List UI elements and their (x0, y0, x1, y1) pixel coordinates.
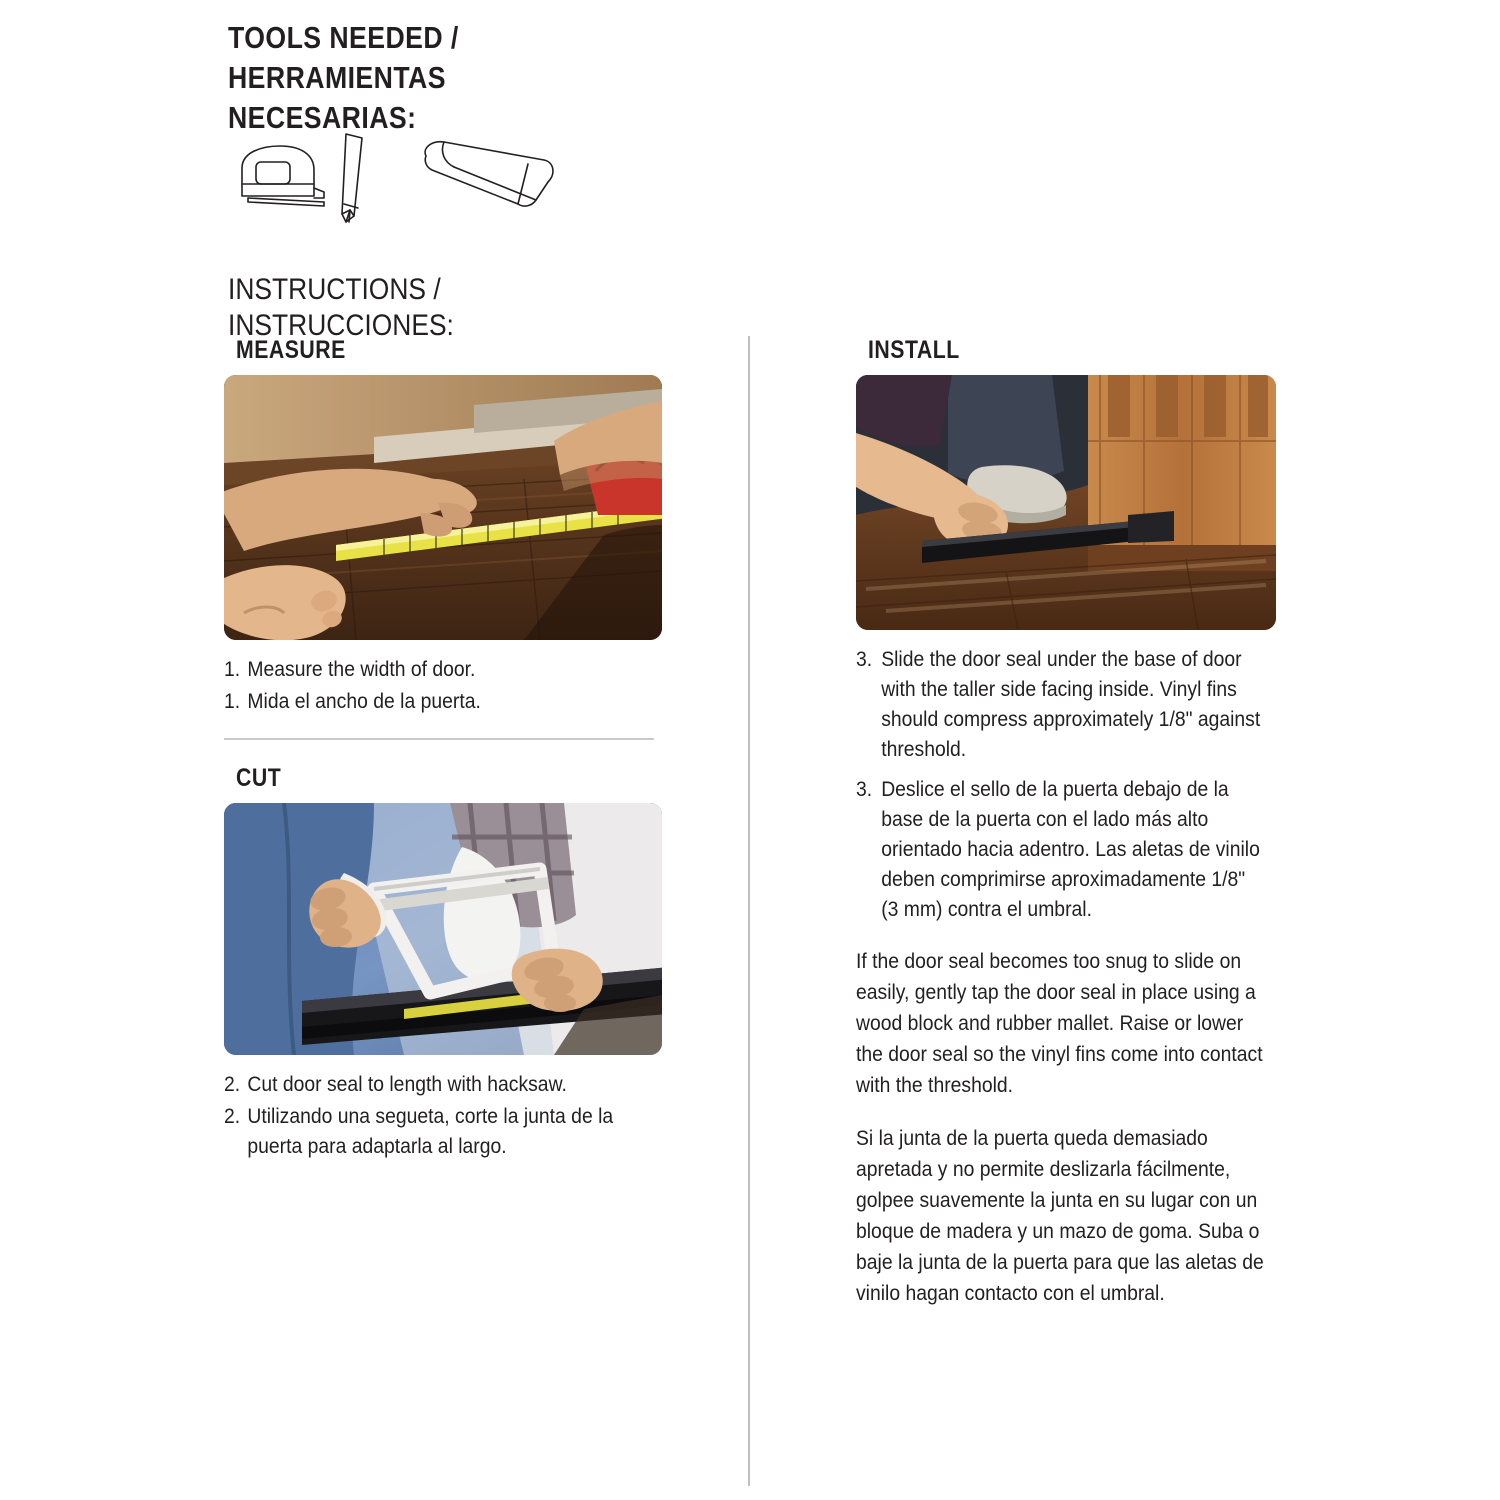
caption-text: Cut door seal to length with hacksaw. (247, 1072, 567, 1096)
pencil-icon (342, 134, 362, 222)
caption-number: 2. (224, 1072, 241, 1096)
tools-icons-svg (228, 122, 568, 232)
caption-text: Deslice el sello de la puerta debajo de la base de la puerta con el lado más alto orientado hacia adentro. Las aletas de vinilo deben comprimirse aproximadamente 1/8" (3 mm) contra el umbral. (881, 777, 1260, 921)
caption-line (224, 686, 620, 716)
instructions-heading: INSTRUCTIONS / INSTRUCCIONES: (228, 273, 454, 342)
step-measure-photo (224, 375, 662, 640)
caption-line (224, 1069, 620, 1099)
step-measure-title: MEASURE (236, 336, 346, 364)
caption-text: Mida el ancho de la puerta. (247, 689, 481, 713)
caption-text: Utilizando una segueta, corte la junta de la puerta para adaptarla al largo. (247, 1104, 614, 1158)
caption-text: Measure the width of door. (247, 657, 476, 681)
step-cut-photo (224, 803, 662, 1055)
caption-line (224, 1101, 620, 1161)
caption-number: 3. (856, 777, 873, 801)
step-install (856, 336, 1276, 1309)
tape-measure-icon (242, 146, 324, 206)
step-measure-captions (224, 654, 620, 716)
caption-number: 1. (224, 657, 241, 681)
step-cut-title: CUT (236, 764, 282, 792)
right-column (856, 336, 1276, 1309)
caption-line (856, 644, 1266, 764)
tools-needed-heading: TOOLS NEEDED / HERRAMIENTAS NECESARIAS: (228, 20, 459, 135)
section-divider (224, 738, 654, 740)
caption-number: 2. (224, 1104, 241, 1128)
step-cut (224, 764, 664, 1161)
caption-number: 3. (856, 647, 873, 671)
hacksaw-icon (425, 142, 553, 206)
tools-icons-row (228, 122, 568, 232)
column-divider (748, 336, 750, 1486)
cut-photo-art (224, 803, 662, 1055)
install-paragraph-en: If the door seal becomes too snug to slide on easily, gently tap the door seal in place using a wood block and rubber mallet. Raise or lower the door seal so the vinyl fins come into contact with the threshold. (856, 949, 1263, 1097)
left-column (224, 336, 664, 1163)
caption-text: Slide the door seal under the base of door with the taller side facing inside. Vinyl fins should compress approximately 1/8" against threshold. (881, 647, 1261, 761)
caption-line (224, 654, 620, 684)
step-measure (224, 336, 664, 716)
measure-photo-art (224, 375, 662, 640)
install-photo-art (856, 375, 1276, 630)
install-paragraph-es: Si la junta de la puerta queda demasiado apretada y no permite deslizarla fácilmente, golpee suavemente la junta en su lugar con un bloque de madera y un mazo de goma. Suba o baje la junta de la puerta para que las aletas de vinilo hagan contacto con el umbral. (856, 1126, 1264, 1305)
caption-line (856, 774, 1266, 924)
step-cut-captions (224, 1069, 620, 1161)
step-install-title: INSTALL (868, 336, 960, 364)
step-install-photo (856, 375, 1276, 630)
caption-number: 1. (224, 689, 241, 713)
step-install-captions (856, 644, 1266, 924)
